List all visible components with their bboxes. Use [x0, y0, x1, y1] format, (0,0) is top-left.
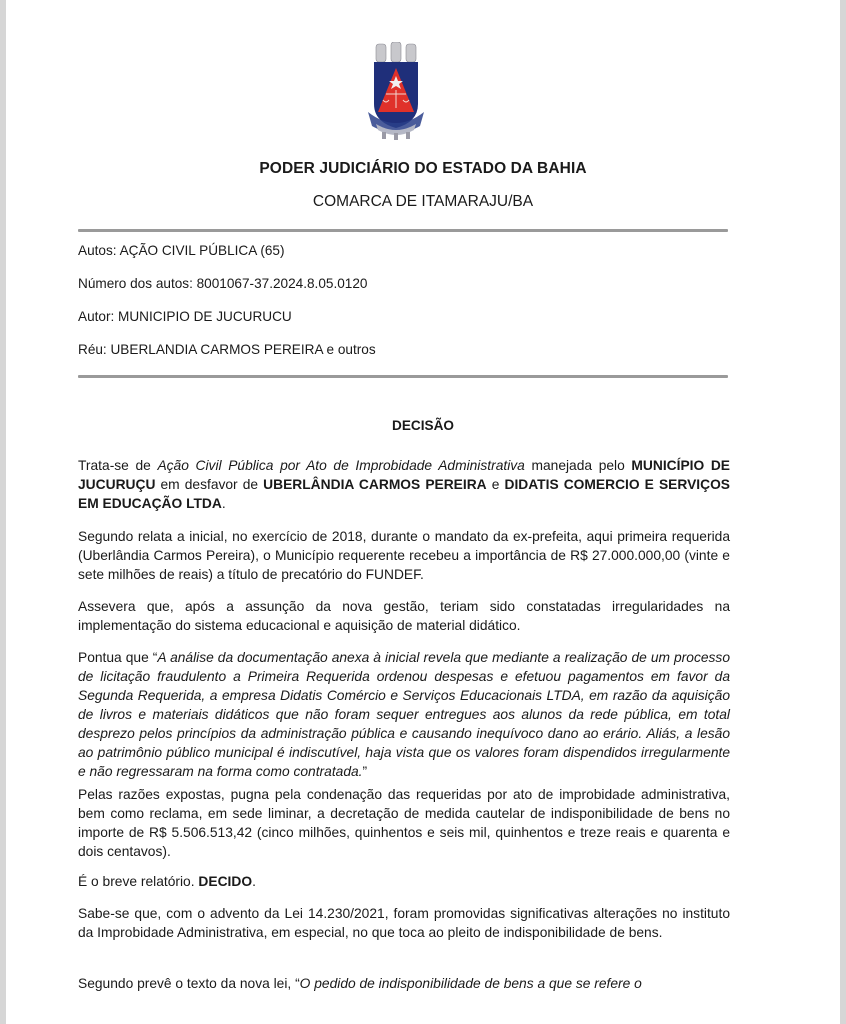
text: em desfavor de	[155, 477, 264, 492]
action-type: Ação Civil Pública por Ato de Improbidade Administrativa	[157, 458, 525, 473]
paragraph-intro	[78, 456, 730, 513]
document-page	[6, 0, 840, 1024]
paragraph-irregularities: Assevera que, após a assunção da nova gestão, teriam sido constatadas irregularidades na implementação do sistema educacional e aquisição de material didático.	[78, 599, 730, 633]
divider-top	[78, 229, 728, 232]
text: .	[221, 496, 226, 511]
case-plaintiff: Autor: MUNICIPIO DE JUCURUCU	[78, 309, 292, 324]
paragraph-quote	[78, 648, 730, 781]
text: manejada pelo	[524, 458, 632, 473]
coat-of-arms-icon	[368, 42, 424, 140]
section-title: DECISÃO	[392, 418, 454, 433]
paragraph-law: Sabe-se que, com o advento da Lei 14.230/2021, foram promovidas significativas alterações no instituto da Improbidade Administrativa, em especial, no que toca ao pleito de indisponibilidade de bens.	[78, 906, 730, 940]
quoted-text: O pedido de indisponibilidade de bens a que se refere o	[299, 976, 642, 991]
defendant-name: UBERLÂNDIA CARMOS PEREIRA	[263, 477, 487, 492]
text: É o breve relatório.	[78, 874, 199, 889]
decision-keyword: DECIDO	[198, 874, 253, 889]
text: Segundo prevê o texto da nova lei, “	[78, 976, 300, 991]
divider-bottom	[78, 375, 728, 378]
case-number: Número dos autos: 8001067-37.2024.8.05.0120	[78, 276, 368, 291]
text: Trata-se de	[78, 458, 158, 473]
paragraph-report-end	[78, 872, 730, 891]
text: Pontua que “	[78, 650, 158, 665]
case-defendant: Réu: UBERLANDIA CARMOS PEREIRA e outros	[78, 342, 376, 357]
defendant-company: DIDATIS COMERCIO E SERVIÇOS EM EDUCAÇÃO LTDA	[78, 477, 731, 511]
comarca-title: COMARCA DE ITAMARAJU/BA	[312, 193, 534, 210]
plaintiff-name: MUNICÍPIO DE JUCURUÇU	[78, 458, 731, 492]
court-title: PODER JUDICIÁRIO DO ESTADO DA BAHIA	[259, 160, 587, 177]
case-autos: Autos: AÇÃO CIVIL PÚBLICA (65)	[78, 243, 285, 258]
paragraph-facts: Segundo relata a inicial, no exercício de 2018, durante o mandato da ex-prefeita, aqui primeira requerida (Uberlândia Carmos Pereira), o Município requerente recebeu a importância de R$ 27.000.000,00 (vinte e sete milhões de reais) a título de precatório do FUNDEF.	[78, 529, 730, 582]
paragraph-request: Pelas razões expostas, pugna pela condenação das requeridas por ato de improbidade administrativa, bem como reclama, em sede liminar, a decretação de medida cautelar de indisponibilidade de bens no importe de R$ 5.506.513,42 (cinco milhões, quinhentos e seis mil, quinhentos e treze reais e quarenta e dois centavos).	[78, 787, 730, 859]
text: ”	[362, 764, 368, 779]
text: .	[252, 874, 256, 889]
paragraph-law-text	[78, 974, 730, 993]
text: e	[486, 477, 505, 492]
quoted-text: A análise da documentação anexa à inicial revela que mediante a realização de um processo de licitação fraudulento a Primeira Requerida ordenou despesas e efetuou pagamentos em favor da Segunda Requerida, a empresa Didatis Comércio e Serviços Educacionais LTDA, em razão da aquisição de livros e materiais didáticos que não foram sequer entregues aos alunos da rede pública, em total desprezo pelos princípios da administração pública e causando inequívoco dano ao erário. Aliás, a lesão ao patrimônio público municipal é indiscutível, haja vista que os valores foram dispendidos irregularmente e não regressaram na forma como contratada.	[78, 650, 730, 779]
